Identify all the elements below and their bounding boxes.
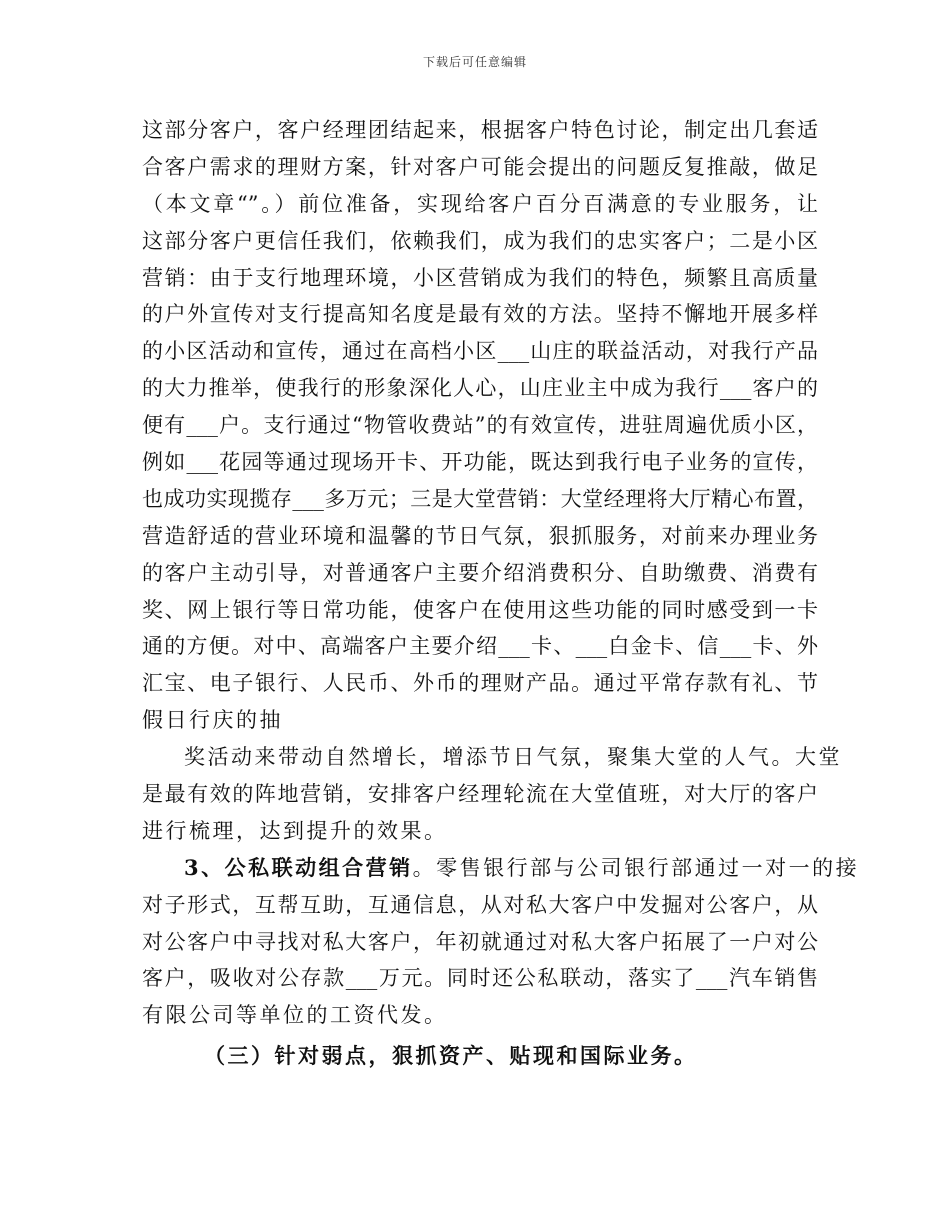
document-body: [142, 112, 860, 1075]
text-line: 这部分客户，客户经理团结起来，根据客户特色讨论，制定出几套适: [142, 118, 818, 142]
text-line: 汇宝、电子银行、人民币、外币的理财产品。通过平常存款有礼、节: [142, 671, 818, 696]
paragraph-lobby-marketing: [142, 739, 842, 850]
text-line: 对公客户中寻找对私大客户，年初就通过对私大客户拓展了一户对公: [142, 929, 818, 954]
text-line: 的客户主动引导，对普通客户主要介绍消费积分、自助缴费、消费有: [142, 560, 818, 585]
paragraph-joint-marketing: [142, 850, 860, 1034]
text-line: 是最有效的阵地营销，安排客户经理轮流在大堂值班，对大厅的客户: [142, 782, 818, 807]
text-line: 对子形式，互帮互助，互通信息，从对私大客户中发掘对公客户，从: [142, 892, 818, 917]
text-line: 奖活动来带动自然增长，增添节日气氛，聚集大堂的人气。大堂: [184, 745, 842, 770]
text-line: 例如___花园等通过现场开卡、开功能，既达到我行电子业务的宣传，: [142, 450, 818, 475]
text-line: 也成功实现揽存___多万元；三是大堂营销：大堂经理将大厅精心布置，: [142, 486, 818, 511]
text-line: 的户外宣传对支行提高知名度是最有效的方法。坚持不懈地开展多样: [142, 302, 818, 327]
text-line: 奖、网上银行等日常功能，使客户在使用这些功能的同时感受到一卡: [142, 597, 818, 622]
text-line: [142, 850, 860, 887]
text-line: 有限公司等单位的工资代发。: [142, 1003, 448, 1028]
text-line: 进行梳理，达到提升的效果。: [142, 818, 448, 843]
text-line: 的大力推举，使我行的形象深化人心，山庄业主中成为我行___客户的: [142, 376, 818, 401]
text-line: 这部分客户更信任我们，依赖我们，成为我们的忠实客户；二是小区: [142, 228, 818, 253]
text-line: 便有___户。支行通过“物管收费站”的有效宣传，进驻周遍优质小区，: [142, 413, 818, 438]
text-line: （本文章“”。）前位准备，实现给客户百分百满意的专业服务，让: [142, 191, 818, 216]
text-line: 通的方便。对中、高端客户主要介绍___卡、___白金卡、信___卡、外: [142, 634, 818, 659]
section-heading: （三）针对弱点，狠抓资产、贴现和国际业务。: [204, 1043, 698, 1069]
paragraph-marketing-details: [142, 112, 818, 739]
text-line: 假日行庆的抽: [142, 708, 283, 733]
text-line: 的小区活动和宣传，通过在高档小区___山庄的联益活动，对我行产品: [142, 339, 818, 364]
page-header: 下载后可任意编辑: [422, 55, 527, 69]
text-line: 营造舒适的营业环境和温馨的节日气氛，狠抓服务，对前来办理业务: [142, 523, 818, 548]
paragraph-lead-rest: 。零售银行部与公司银行部通过一对一的接: [412, 855, 860, 880]
text-line: 营销：由于支行地理环境，小区营销成为我们的特色，频繁且高质量: [142, 265, 818, 290]
paragraph-lead: 3、公私联动组合营销: [184, 854, 413, 880]
text-line: 客户，吸收对公存款___万元。同时还公私联动，落实了___汽车销售: [142, 966, 818, 991]
text-line: 合客户需求的理财方案，针对客户可能会提出的问题反复推敲，做足: [142, 154, 818, 179]
